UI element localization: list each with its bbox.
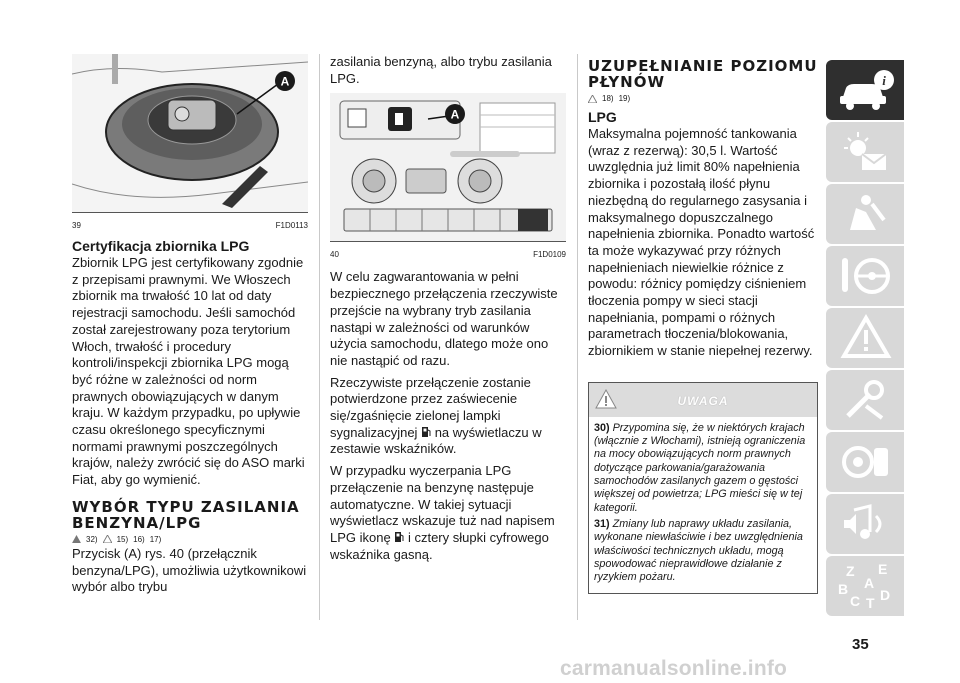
nav-tab-maintenance[interactable]	[826, 370, 904, 430]
switch-paragraph-3b: i cztery słupki cyfrowego wskaźnika gasną.	[330, 529, 549, 562]
certification-body: Zbiornik LPG jest certyfikowany zgodnie z przepisami prawnymi. We Włoszech zbiornik ma trwałość 10 lat od daty rejestracji samochodu. Jeśli samochód został zarejestrowany poza terytorium Włoch, trwałość i procedury kontroli/inspekcji zbiornika LPG mogą być różne w zależności od norm prawnych obowiązujących w danym kraju. W każdym przypadku, po upływie czasu określonego specyficznymi normami prawnymi poszczególnych krajów, należy zwrócić się do ASO marki Fiat, aby go wymienić.	[72, 255, 305, 488]
callout-a-label: A	[450, 107, 460, 122]
figure-caption	[72, 221, 308, 230]
airbag-seat-icon	[836, 190, 896, 238]
fuel-selection-body: Przycisk (A) rys. 40 (przełącznik benzyna/LPG), umożliwia użytkownikowi wybór albo trybu	[72, 545, 307, 595]
steering-wheel-icon	[836, 252, 896, 300]
index-icon	[836, 562, 896, 612]
column-divider	[577, 54, 578, 620]
section-title-fluid-levels: UZUPEŁNIANIE POZIOMU PŁYNÓW	[588, 57, 818, 91]
warning-box-title: UWAGA	[677, 393, 729, 408]
ref-15: 15)	[116, 534, 129, 544]
chapter-nav	[826, 60, 904, 618]
nav-tab-emergency[interactable]	[826, 308, 904, 368]
note-text: Przypomina się, że w niektórych krajach (włącznie z Włochami), istnieją ograniczenia na mocy obowiązujących norm prawnych dotyczące parkowania/garażowania samochodów zasilanych gazem o gęstości większej od powietrza; LPG mieści się w tej kategorii.	[594, 421, 806, 514]
index-letter: D	[880, 587, 891, 603]
nav-tab-multimedia[interactable]	[826, 494, 904, 554]
note-number: 30)	[594, 421, 610, 434]
svg-text:i: i	[882, 73, 886, 88]
fuel-pump-icon	[394, 531, 404, 543]
lpg-tank-illustration	[72, 54, 308, 213]
figure-number: 39	[72, 221, 81, 230]
figure-caption	[330, 250, 566, 259]
callout-a-label: A	[280, 74, 290, 89]
warning-note	[594, 518, 812, 584]
ref-16: 16)	[133, 534, 145, 544]
callout-a	[274, 70, 296, 92]
continuation-text: zasilania benzyną, albo trybu zasilania LPG.	[330, 54, 552, 86]
multimedia-icon	[836, 500, 896, 548]
lpg-capacity-body: Maksymalna pojemność tankowania (wraz z rezerwą): 30,5 l. Wartość uwzględnia już limit 80% napełnienia zbiornika i pozostałą ilość płynu niezbędną do regularnego zasysania i maksymalnego dopuszczalnego napełnienia zbiornika. Ponadto wartość ta może wykazywać przy różnych napełnieniach niewielkie różnice z powodu: różnicy pomiędzy ciśnieniem tłoczenia pompy w sieci stacji napełniania, pompami o różnych parametrach tłoczenia/blokowania, zbiornikiem w stanie niepełnej rezerwy.	[588, 126, 815, 359]
switch-paragraph-1: W celu zagwarantowania w pełni bezpiecznego przełączenia rzeczywiste przejście na wybrany tryb zasilania nastąpi w zależności od warunków użycia samochodu, dlatego może ono nie nastąpić od razu.	[330, 269, 558, 368]
index-letter: C	[850, 593, 861, 609]
warning-note	[594, 422, 812, 515]
emergency-triangle-icon	[836, 314, 896, 362]
page-number: 35	[852, 636, 869, 653]
car-info-icon	[836, 66, 896, 114]
section-title-fuel-selection: WYBÓR TYPU ZASILANIA BENZYNA/LPG	[72, 497, 300, 532]
lpg-lamp-icon	[421, 426, 431, 438]
column-1	[72, 54, 308, 601]
switch-paragraph-2b: na wyświetlaczu w zestawie wskaźników.	[330, 424, 542, 457]
column-2	[330, 54, 566, 568]
warning-lights-icon	[836, 128, 896, 176]
warning-box	[588, 382, 818, 595]
switch-paragraph-2	[330, 375, 566, 459]
nav-tab-warning-lights[interactable]	[826, 122, 904, 182]
nav-tab-driving[interactable]	[826, 246, 904, 306]
ref-18: 18)	[602, 94, 614, 103]
switch-paragraph-3a: W przypadku wyczerpania LPG przełączenie na benzynę następuje automatyczne. W takiej sytuacji wyświetlacz wskazuje tuż nad napisem LPG ikonę	[330, 463, 555, 545]
subsection-title-lpg: LPG	[588, 109, 617, 125]
caution-icon	[588, 95, 597, 103]
ref-19: 19)	[618, 94, 631, 103]
warning-box-body	[589, 417, 817, 594]
nav-tab-index[interactable]	[826, 556, 904, 616]
ref-32: 32)	[86, 534, 98, 544]
ref-17: 17)	[149, 534, 162, 544]
index-letter: A	[864, 575, 875, 591]
figure-number: 40	[330, 250, 339, 260]
section-title-certification: Certyfikacja zbiornika LPG	[72, 238, 250, 254]
figure-code: F1D0109	[533, 250, 566, 260]
reference-list	[588, 94, 818, 103]
figure-code: F1D0113	[275, 221, 308, 230]
index-letter: T	[866, 595, 875, 611]
note-text: Zmiany lub naprawy układu zasilania, wykonane niewłaściwie i bez uwzględnienia właściwości technicznych układu, mogą spowodować nieprawidłowe działanie z ryzykiem pożaru.	[594, 517, 803, 584]
callout-a	[444, 103, 466, 125]
warning-icon	[72, 535, 81, 543]
figure-40	[330, 93, 566, 259]
nav-tab-safety[interactable]	[826, 184, 904, 244]
reference-list	[72, 535, 308, 544]
warning-box-header	[589, 383, 817, 417]
caution-icon	[103, 535, 112, 543]
nav-tab-car-info[interactable]	[826, 60, 904, 120]
figure-39	[72, 54, 308, 230]
index-letter: Z	[846, 563, 855, 579]
note-number: 31)	[594, 517, 610, 530]
column-divider	[319, 54, 320, 620]
switch-paragraph-3	[330, 463, 566, 563]
specifications-icon	[836, 438, 896, 486]
index-letter: B	[838, 581, 849, 597]
maintenance-icon	[836, 376, 896, 424]
index-letter: E	[878, 562, 888, 577]
nav-tab-specifications[interactable]	[826, 432, 904, 492]
switch-paragraph-2a: Rzeczywiste przełączenie zostanie potwierdzone przez zaświecenie się/zgaśnięcie zielonej lampki sygnalizacyjnej	[330, 374, 531, 440]
column-3	[588, 54, 818, 594]
watermark: carmanualsonline.info	[560, 657, 788, 680]
